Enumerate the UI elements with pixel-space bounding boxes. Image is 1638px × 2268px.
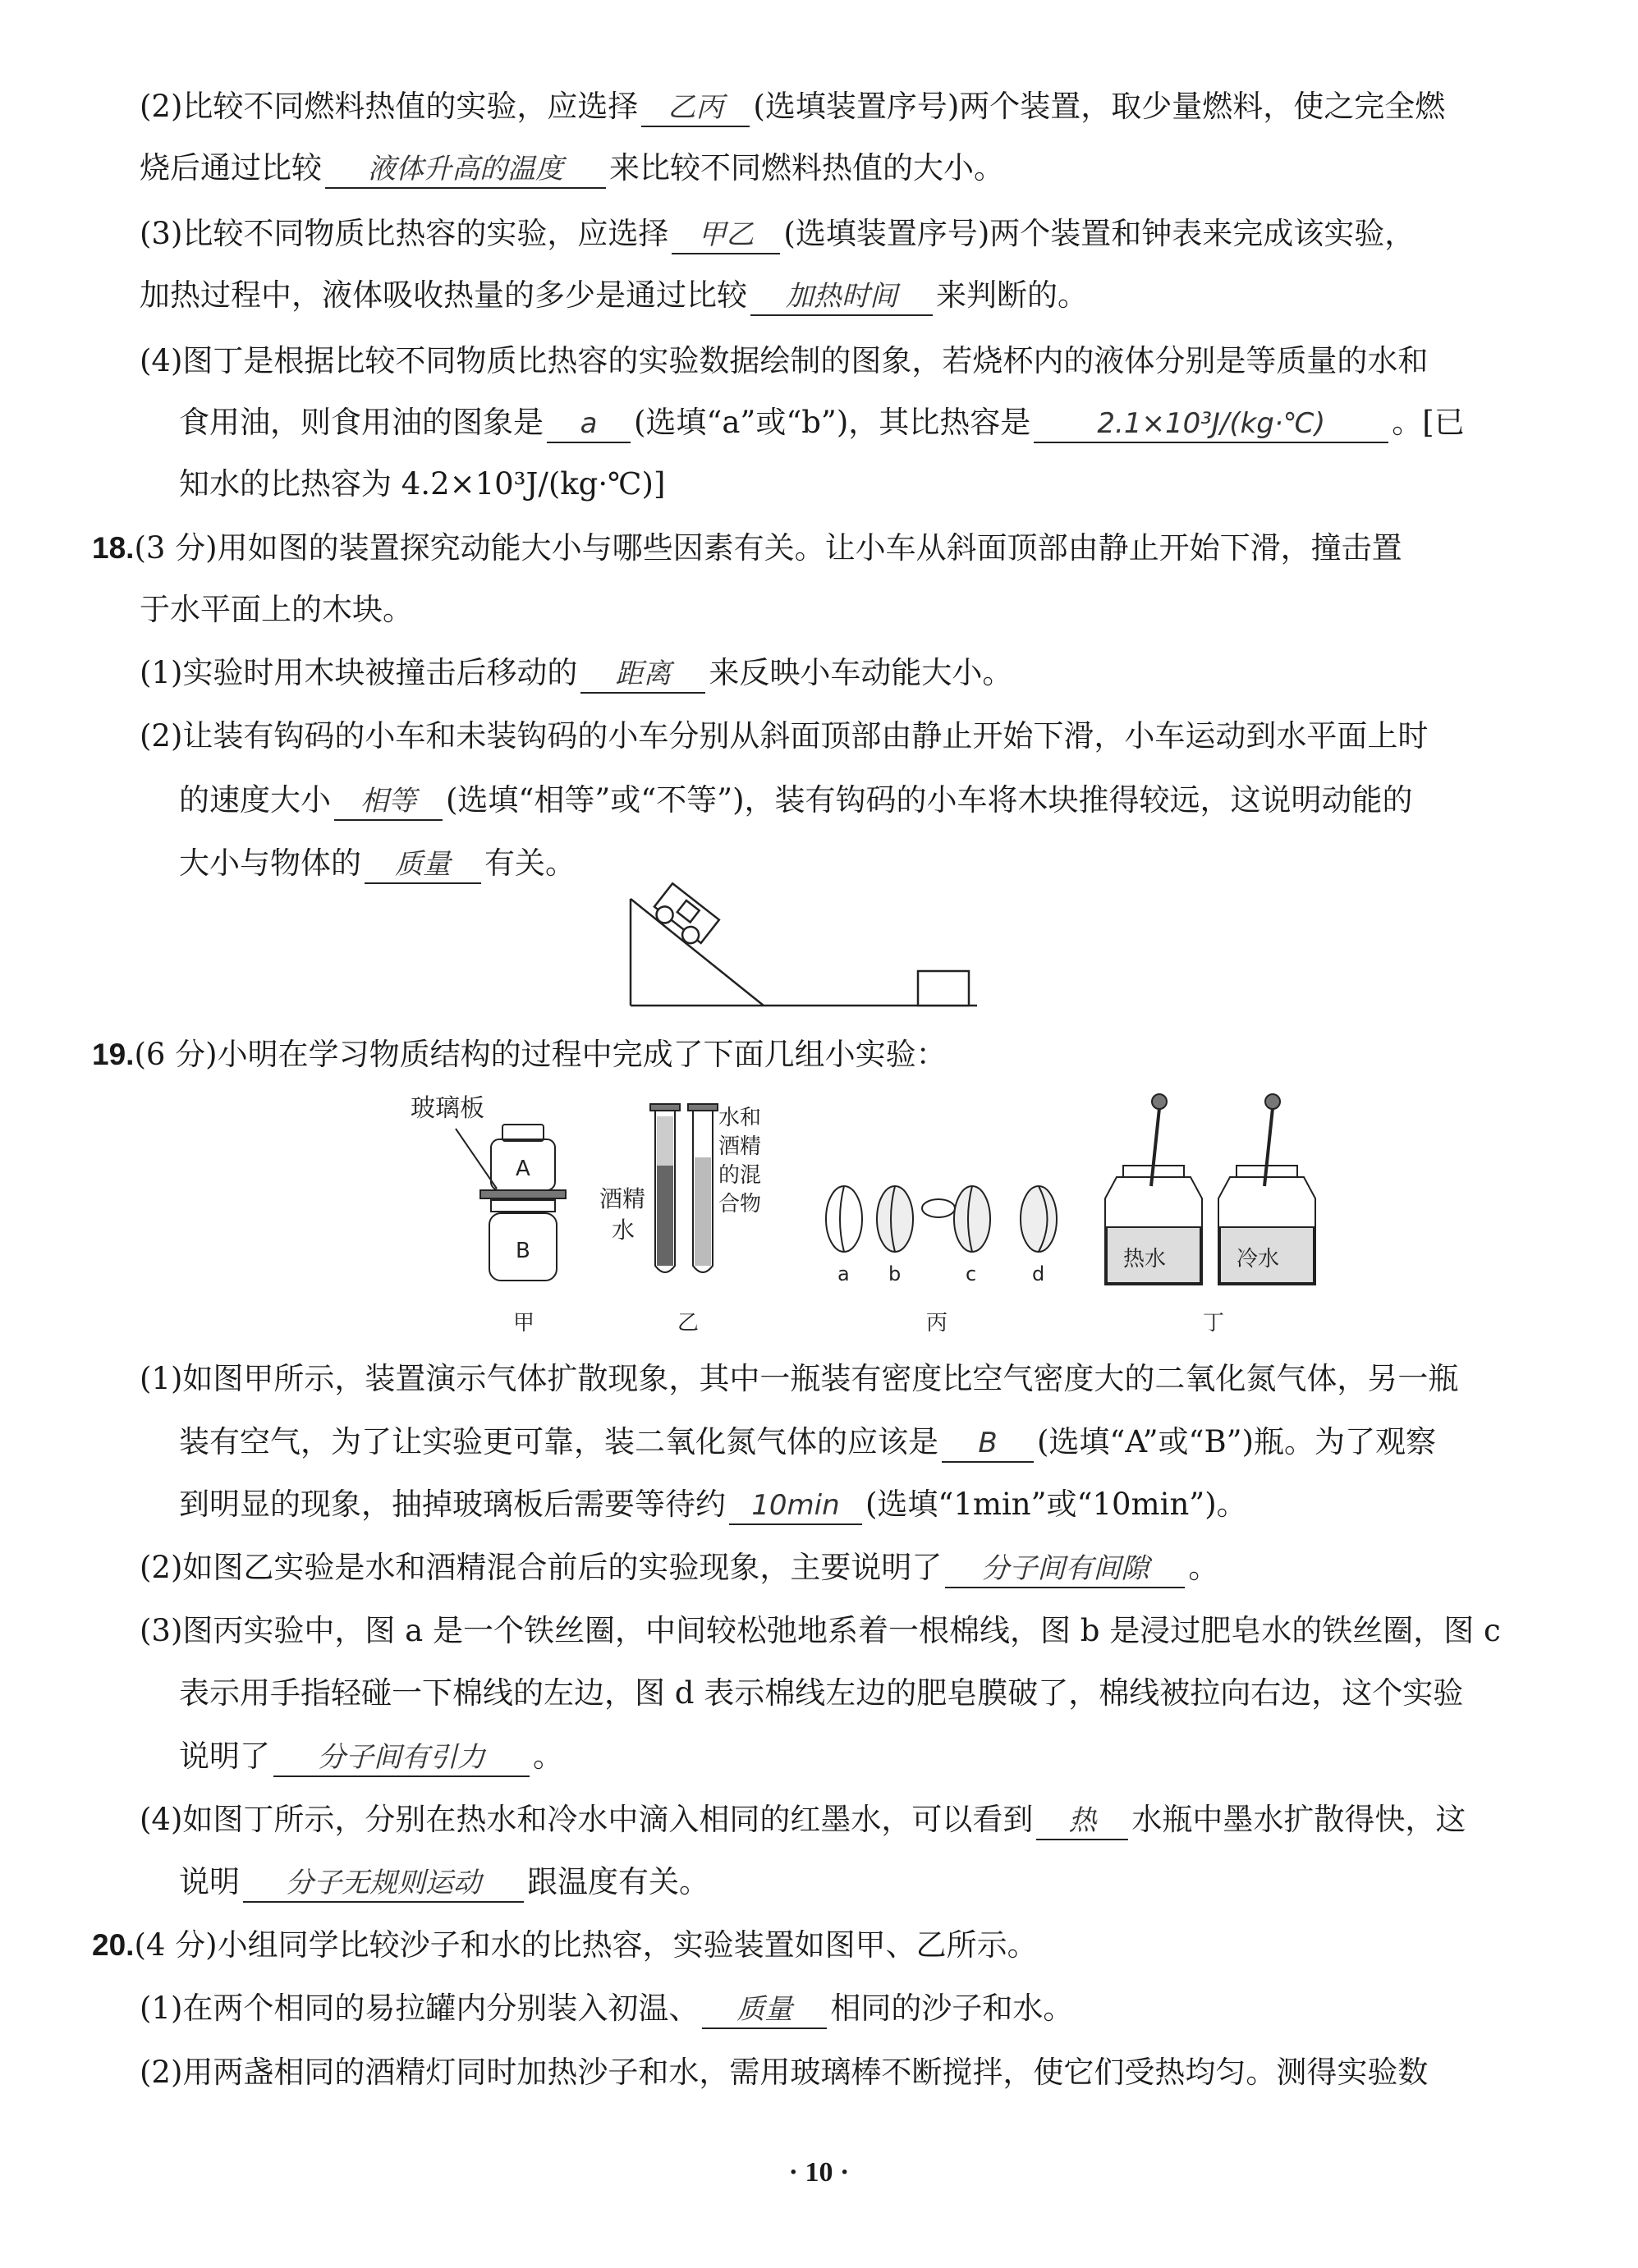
q17-p2-line1: (2)比较不同燃料热值的实验，应选择 乙丙 (选填装置序号)两个装置，取少量燃料，使之完全燃 [140,86,1445,127]
answer-blank: a [547,405,631,443]
q17-p4-line2: 食用油，则食用油的图象是 a (选填“a”或“b”)，其比热容是 2.1×10³J/(kg·℃) 。[已 [179,402,1465,443]
q20-p2-line1: (2)用两盏相同的酒精灯同时加热沙子和水，需用玻璃棒不断搅拌，使它们受热均匀。测得实验数 [140,2055,1429,2090]
q17-p4-line3: 知水的比热容为 4.2×10³J/(kg·℃)] [179,466,666,502]
answer-blank: 乙丙 [641,89,750,127]
svg-text:酒精: 酒精 [718,1134,762,1159]
q19-p4-line2: 说明 分子无规则运动 跟温度有关。 [179,1862,709,1903]
q18-p2-line1: (2)让装有钩码的小车和未装钩码的小车分别从斜面顶部由静止开始下滑，小车运动到水平面上时 [140,718,1429,754]
svg-text:丙: 丙 [926,1311,948,1336]
answer-blank: 质量 [702,1991,827,2029]
q18-p2-line2: 的速度大小 相等 (选填“相等”或“不等”)，装有钩码的小车将木块推得较远，这说明动能的 [179,780,1413,821]
answer-blank: 热 [1036,1803,1128,1840]
svg-text:B: B [516,1239,530,1263]
q19-p1-line2: 装有空气，为了让实验更可靠，装二氧化氮气体的应该是 B (选填“A”或“B”)瓶。为了观察 [179,1422,1436,1463]
q19-figures [394,1084,1330,1354]
q18-p2-line3: 大小与物体的 质量 有关。 [179,843,576,884]
answer-blank: 相等 [334,783,443,821]
q19-p3-line1: (3)图丙实验中，图 a 是一个铁丝圈，中间较松弛地系着一根棉线，图 b 是浸过肥皂水的铁丝圈，图 c [140,1613,1501,1648]
figure-ding [1105,1094,1315,1336]
svg-text:a: a [837,1262,850,1285]
answer-blank: 甲乙 [672,217,780,254]
answer-blank: 距离 [580,656,705,694]
figure-yi [599,1104,761,1336]
svg-text:乙: 乙 [677,1311,700,1336]
svg-text:合物: 合物 [718,1192,762,1216]
figure-jia [411,1094,566,1336]
q18-p1: (1)实验时用木块被撞击后移动的 距离 来反映小车动能大小。 [140,653,1012,694]
q18-stem-line1: 18.(3 分)用如图的装置探究动能大小与哪些因素有关。让小车从斜面顶部由静止开始下滑，撞击置 [92,530,1402,566]
question-number: 18. [92,531,135,565]
svg-text:水和: 水和 [718,1106,762,1130]
svg-text:酒精: 酒精 [599,1185,646,1212]
answer-blank: 加热时间 [750,278,933,316]
q19-p2: (2)如图乙实验是水和酒精混合前后的实验现象，主要说明了 分子间有间隙 。 [140,1547,1218,1588]
q17-p2-line2: 烧后通过比较 液体升高的温度 来比较不同燃料热值的大小。 [140,148,1004,189]
q17-p3-line1: (3)比较不同物质比热容的实验，应选择 甲乙 (选填装置序号)两个装置和钟表来完成该实验， [140,213,1415,254]
q20-stem: 20.(4 分)小组同学比较沙子和水的比热容，实验装置如图甲、乙所示。 [92,1927,1038,1963]
q20-p1: (1)在两个相同的易拉罐内分别装入初温、 质量 相同的沙子和水。 [140,1988,1073,2029]
svg-text:b: b [888,1262,902,1285]
q17-p4-line1: (4)图丁是根据比较不同物质比热容的实验数据绘制的图象，若烧杯内的液体分别是等质量的水和 [140,343,1429,378]
answer-blank: 2.1×10³J/(kg·℃) [1034,405,1388,443]
incline-figure [624,882,985,1014]
q19-p1-line3: 到明显的现象，抽掉玻璃板后需要等待约 10min (选填“1min”或“10min”)。 [179,1484,1247,1525]
label-glass: 玻璃板 [411,1094,484,1123]
answer-blank: 10min [729,1487,862,1525]
svg-text:冷水: 冷水 [1237,1247,1280,1271]
svg-text:甲: 甲 [513,1311,535,1336]
q17-p3-line2: 加热过程中，液体吸收热量的多少是通过比较 加热时间 来判断的。 [140,275,1088,316]
answer-blank: 分子间有引力 [273,1739,530,1777]
q19-p3-line2: 表示用手指轻碰一下棉线的左边，图 d 表示棉线左边的肥皂膜破了，棉线被拉向右边，这个实验 [179,1675,1464,1711]
answer-blank: B [942,1425,1034,1463]
q19-p3-line3: 说明了 分子间有引力 。 [179,1736,563,1777]
answer-blank: 分子间有间隙 [945,1551,1185,1588]
svg-text:丁: 丁 [1203,1311,1225,1336]
svg-text:c: c [966,1262,977,1285]
answer-blank: 分子无规则运动 [243,1865,524,1903]
cart [649,883,719,950]
svg-text:热水: 热水 [1123,1247,1167,1271]
answer-blank: 质量 [365,846,481,884]
q19-p4-line1: (4)如图丁所示，分别在热水和冷水中滴入相同的红墨水，可以看到 热 水瓶中墨水扩散得快，这 [140,1799,1466,1840]
question-number: 19. [92,1038,135,1071]
q18-stem-line2: 于水平面上的木块。 [140,592,413,627]
svg-text:A: A [516,1157,530,1181]
question-number: 20. [92,1928,135,1962]
figure-bing [826,1186,1057,1336]
q19-p1-line1: (1)如图甲所示，装置演示气体扩散现象，其中一瓶装有密度比空气密度大的二氧化氮气体，另一瓶 [140,1361,1459,1396]
page-number: · 10 · [788,2157,850,2188]
answer-blank: 液体升高的温度 [325,151,606,189]
svg-text:的混: 的混 [718,1163,762,1188]
svg-text:水: 水 [612,1216,635,1244]
q19-stem: 19.(6 分)小明在学习物质结构的过程中完成了下面几组小实验： [92,1037,947,1072]
wooden-block [918,971,969,1006]
svg-text:d: d [1032,1262,1045,1285]
